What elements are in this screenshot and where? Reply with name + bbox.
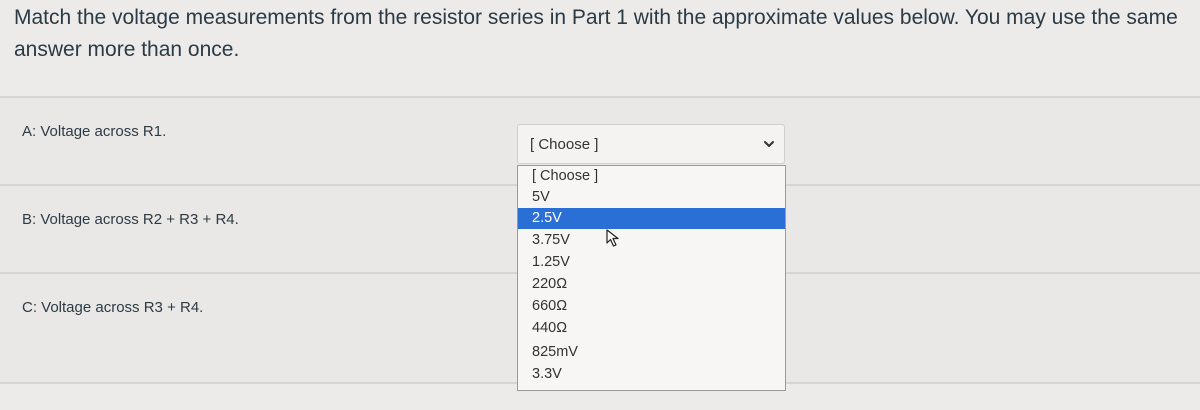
option-1-25v[interactable]: 1.25V	[532, 254, 570, 270]
option-440-ohm[interactable]: 440Ω	[532, 320, 568, 336]
option-3-75v[interactable]: 3.75V	[532, 232, 570, 248]
prompt-c: C: Voltage across R3 + R4.	[22, 299, 204, 316]
prompt-a: A: Voltage across R1.	[22, 123, 167, 140]
question-text: Match the voltage measurements from the resistor series in Part 1 with the approximate values below. You may use the same answer more than once.	[14, 6, 1178, 61]
option-2-5v[interactable]: 2.5V	[518, 208, 785, 229]
prompt-b: B: Voltage across R2 + R3 + R4.	[22, 211, 239, 228]
select-value: [ Choose ]	[530, 136, 599, 153]
option-choose[interactable]: [ Choose ]	[532, 168, 599, 184]
mouse-cursor-icon	[606, 229, 622, 247]
dropdown-list[interactable]	[517, 165, 786, 391]
answer-select[interactable]	[517, 124, 785, 164]
chevron-down-icon	[762, 137, 776, 151]
option-660-ohm[interactable]: 660Ω	[532, 298, 568, 314]
option-220-ohm[interactable]: 220Ω	[532, 276, 568, 292]
option-825mv[interactable]: 825mV	[532, 344, 578, 360]
option-5v[interactable]: 5V	[532, 189, 550, 205]
option-3-3v[interactable]: 3.3V	[532, 366, 562, 382]
